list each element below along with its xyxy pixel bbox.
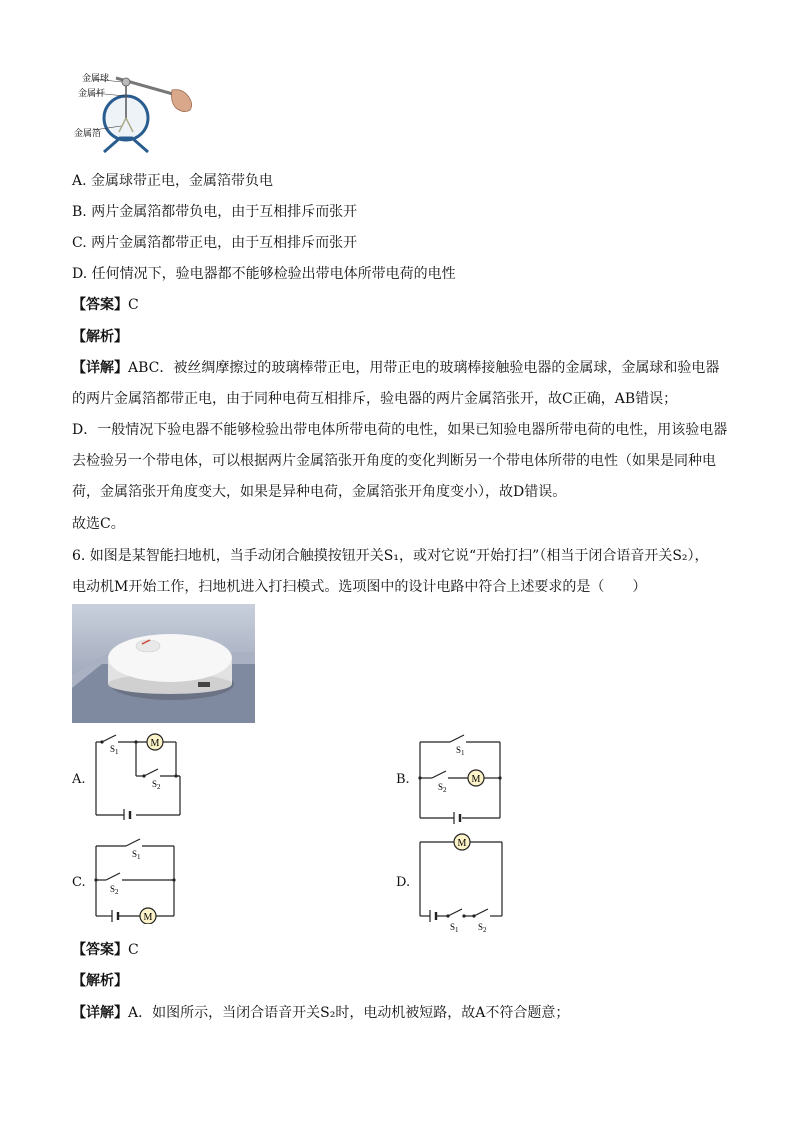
detail-text: A．如图所示，当闭合语音开关S₂时，电动机被短路，故A不符合题意； — [128, 1005, 570, 1021]
q5-detail-line-1 — [72, 358, 719, 378]
q5-conclusion: 故选C。 — [72, 516, 125, 532]
electroscope-figure — [72, 66, 202, 158]
circuit-d-motor: M — [457, 838, 467, 849]
detail-text: ABC．被丝绸摩擦过的玻璃棒带正电，用带正电的玻璃棒接触验电器的金属球，金属球和验电器 — [128, 360, 720, 376]
q5-answer — [72, 295, 139, 315]
q5-detail-line-3: D．一般情况下验电器不能够检验出带电体所带电荷的电性，如果已知验电器所带电荷的电性，用该验电器 — [72, 422, 728, 438]
q5-analysis — [72, 327, 128, 347]
q5-option-a: A. 金属球带正电，金属箔带负电 — [72, 173, 274, 189]
q6-analysis — [72, 971, 128, 991]
label-metal-foil: 金属箔 — [74, 128, 102, 138]
q5-detail-line-4: 去检验另一个带电体，可以根据两片金属箔张开角度的变化判断另一个带电体所带的电性（如果是同种电 — [72, 453, 716, 469]
robot-vacuum-photo — [72, 604, 255, 723]
answer-tag: 【答案】 — [72, 297, 128, 313]
circuit-b-label: B. — [396, 772, 410, 787]
circuit-b-s2: $S_2$ — [438, 782, 447, 794]
circuit-b-motor: M — [471, 774, 481, 785]
circuit-c-label: C. — [72, 875, 86, 890]
answer-value: C — [128, 297, 139, 313]
answer-value: C — [128, 942, 139, 958]
circuit-d-s2: $S_2$ — [478, 922, 487, 934]
q5-option-d: D. 任何情况下，验电器都不能够检验出带电体所带电荷的电性 — [72, 266, 456, 282]
circuit-a-label: A. — [72, 772, 86, 787]
analysis-tag: 【解析】 — [72, 973, 128, 989]
q6-stem-line-2: 电动机M开始工作，扫地机进入打扫模式。选项图中的设计电路中符合上述要求的是（ ） — [72, 579, 647, 595]
circuit-d — [414, 830, 514, 934]
q5-detail-line-5: 荷，金属箔张开角度变大，如果是异种电荷，金属箔张开角度变小），故D错误。 — [72, 484, 567, 500]
circuit-b-s1: $S_1$ — [456, 745, 465, 757]
circuit-c-motor: M — [143, 912, 153, 923]
q6-answer — [72, 940, 139, 960]
q6-detail-line-1 — [72, 1003, 569, 1023]
circuit-a-s2: $S_2$ — [152, 779, 161, 791]
circuit-c-s2: $S_2$ — [110, 884, 119, 896]
detail-tag: 【详解】 — [72, 360, 128, 376]
answer-tag: 【答案】 — [72, 942, 128, 958]
analysis-tag: 【解析】 — [72, 329, 128, 345]
q5-option-b: B. 两片金属箔都带负电，由于互相排斥而张开 — [72, 204, 358, 220]
detail-tag: 【详解】 — [72, 1005, 128, 1021]
circuit-c-s1: $S_1$ — [132, 849, 141, 861]
circuit-d-label: D. — [396, 875, 411, 890]
q5-option-c: C. 两片金属箔都带正电，由于互相排斥而张开 — [72, 235, 358, 251]
q6-stem-line-1: 6. 如图是某智能扫地机，当手动闭合触摸按钮开关S₁，或对它说“开始打扫”（相当于闭合语音开关S₂）， — [72, 548, 709, 564]
circuit-c — [90, 838, 185, 924]
circuit-b — [414, 734, 509, 824]
circuit-a-s1: $S_1$ — [110, 744, 119, 756]
circuit-a — [90, 730, 190, 820]
circuit-a-motor: M — [150, 738, 160, 749]
circuit-d-s1: $S_1$ — [450, 922, 459, 934]
label-metal-rod: 金属杆 — [78, 88, 106, 98]
q5-detail-line-2: 的两片金属箔都带正电，由于同种电荷互相排斥，验电器的两片金属箔张开，故C正确，AB错误； — [72, 391, 678, 407]
label-metal-ball: 金属球 — [82, 73, 110, 83]
